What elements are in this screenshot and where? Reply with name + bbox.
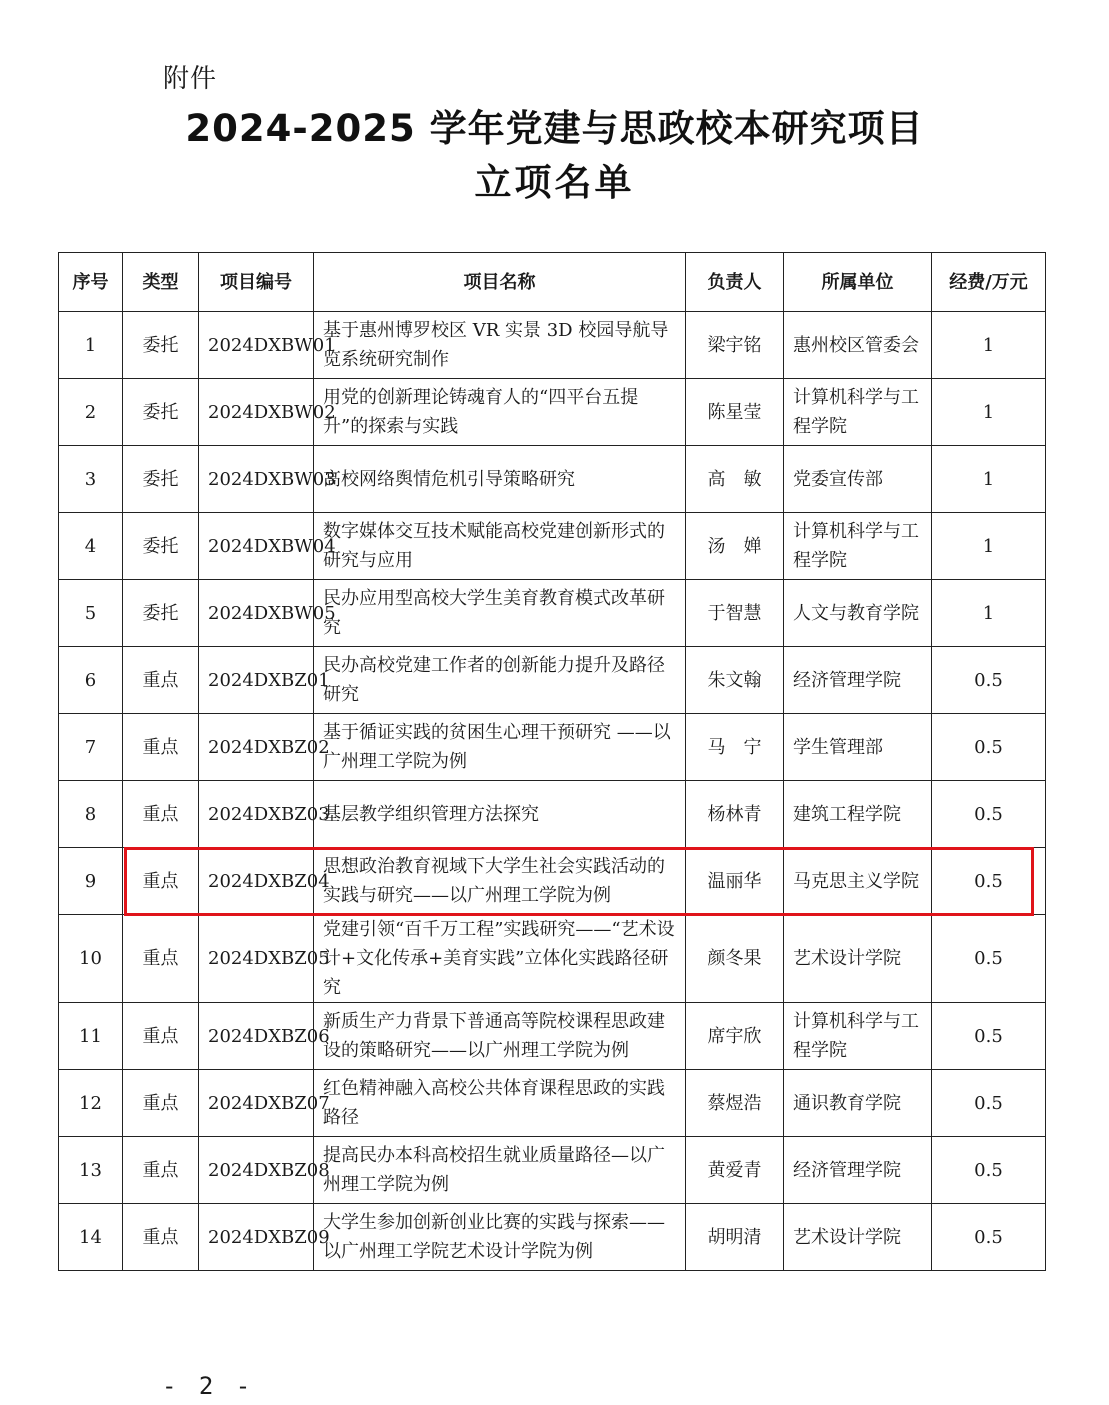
cell-no: 4	[59, 513, 123, 580]
cell-type: 委托	[123, 379, 199, 446]
cell-name: 基于循证实践的贫困生心理干预研究 ——以广州理工学院为例	[314, 714, 686, 781]
cell-no: 9	[59, 848, 123, 915]
cell-no: 14	[59, 1204, 123, 1271]
header-no: 序号	[59, 253, 123, 312]
project-list-table	[58, 252, 1046, 1271]
cell-code: 2024DXBW04	[199, 513, 314, 580]
cell-fund: 1	[932, 379, 1046, 446]
cell-fund: 1	[932, 513, 1046, 580]
cell-leader: 蔡煜浩	[686, 1070, 784, 1137]
cell-code: 2024DXBZ05	[199, 915, 314, 1003]
cell-unit: 建筑工程学院	[784, 781, 932, 848]
cell-code: 2024DXBZ03	[199, 781, 314, 848]
table-row	[59, 1070, 1046, 1137]
cell-leader: 朱文翰	[686, 647, 784, 714]
cell-name: 高校网络舆情危机引导策略研究	[314, 446, 686, 513]
cell-code: 2024DXBZ08	[199, 1137, 314, 1204]
header-type: 类型	[123, 253, 199, 312]
cell-leader: 杨林青	[686, 781, 784, 848]
cell-code: 2024DXBZ07	[199, 1070, 314, 1137]
header-code: 项目编号	[199, 253, 314, 312]
cell-type: 重点	[123, 714, 199, 781]
cell-type: 委托	[123, 446, 199, 513]
cell-fund: 1	[932, 312, 1046, 379]
cell-fund: 0.5	[932, 915, 1046, 1003]
table-header-row	[59, 253, 1046, 312]
cell-type: 重点	[123, 848, 199, 915]
table-row	[59, 379, 1046, 446]
cell-leader: 于智慧	[686, 580, 784, 647]
page-number: - 2 -	[162, 1372, 255, 1400]
cell-no: 2	[59, 379, 123, 446]
table-row	[59, 1137, 1046, 1204]
cell-code: 2024DXBZ01	[199, 647, 314, 714]
cell-unit: 人文与教育学院	[784, 580, 932, 647]
table-row	[59, 714, 1046, 781]
cell-unit: 学生管理部	[784, 714, 932, 781]
cell-name: 党建引领“百千万工程”实践研究——“艺术设计+文化传承+美育实践”立体化实践路径研究	[314, 915, 686, 1003]
cell-leader: 马 宁	[686, 714, 784, 781]
cell-type: 重点	[123, 1137, 199, 1204]
cell-name: 大学生参加创新创业比赛的实践与探索——以广州理工学院艺术设计学院为例	[314, 1204, 686, 1271]
cell-fund: 1	[932, 580, 1046, 647]
cell-leader: 梁宇铭	[686, 312, 784, 379]
cell-fund: 0.5	[932, 781, 1046, 848]
table-row	[59, 513, 1046, 580]
cell-name: 基层教学组织管理方法探究	[314, 781, 686, 848]
cell-leader: 胡明清	[686, 1204, 784, 1271]
cell-name: 提高民办本科高校招生就业质量路径—以广州理工学院为例	[314, 1137, 686, 1204]
cell-fund: 0.5	[932, 1204, 1046, 1271]
cell-no: 5	[59, 580, 123, 647]
cell-type: 重点	[123, 1003, 199, 1070]
cell-name: 民办应用型高校大学生美育教育模式改革研究	[314, 580, 686, 647]
table-row	[59, 647, 1046, 714]
cell-unit: 计算机科学与工程学院	[784, 513, 932, 580]
cell-name: 数字媒体交互技术赋能高校党建创新形式的研究与应用	[314, 513, 686, 580]
table-row	[59, 312, 1046, 379]
cell-code: 2024DXBZ02	[199, 714, 314, 781]
cell-code: 2024DXBW01	[199, 312, 314, 379]
cell-fund: 0.5	[932, 714, 1046, 781]
cell-fund: 0.5	[932, 1070, 1046, 1137]
cell-fund: 0.5	[932, 1137, 1046, 1204]
cell-type: 重点	[123, 781, 199, 848]
header-unit: 所属单位	[784, 253, 932, 312]
cell-name: 用党的创新理论铸魂育人的“四平台五提升”的探索与实践	[314, 379, 686, 446]
cell-name: 红色精神融入高校公共体育课程思政的实践路径	[314, 1070, 686, 1137]
table-row	[59, 1204, 1046, 1271]
cell-unit: 经济管理学院	[784, 1137, 932, 1204]
header-fund: 经费/万元	[932, 253, 1046, 312]
cell-no: 12	[59, 1070, 123, 1137]
cell-no: 11	[59, 1003, 123, 1070]
table-row	[59, 848, 1046, 915]
cell-type: 重点	[123, 1204, 199, 1271]
table-row	[59, 1003, 1046, 1070]
cell-no: 3	[59, 446, 123, 513]
document-title: 2024-2025 学年党建与思政校本研究项目	[185, 107, 924, 150]
cell-type: 重点	[123, 915, 199, 1003]
attachment-label: 附件	[163, 64, 218, 94]
cell-unit: 艺术设计学院	[784, 1204, 932, 1271]
cell-no: 10	[59, 915, 123, 1003]
cell-code: 2024DXBZ09	[199, 1204, 314, 1271]
cell-type: 委托	[123, 580, 199, 647]
header-leader: 负责人	[686, 253, 784, 312]
cell-no: 1	[59, 312, 123, 379]
table-row	[59, 446, 1046, 513]
cell-fund: 0.5	[932, 647, 1046, 714]
cell-unit: 党委宣传部	[784, 446, 932, 513]
cell-name: 基于惠州博罗校区 VR 实景 3D 校园导航导览系统研究制作	[314, 312, 686, 379]
cell-fund: 1	[932, 446, 1046, 513]
cell-no: 6	[59, 647, 123, 714]
table-row	[59, 580, 1046, 647]
cell-unit: 马克思主义学院	[784, 848, 932, 915]
cell-code: 2024DXBW05	[199, 580, 314, 647]
document-subtitle: 立项名单	[474, 161, 635, 204]
table-row	[59, 915, 1046, 1003]
cell-leader: 高 敏	[686, 446, 784, 513]
cell-unit: 计算机科学与工程学院	[784, 1003, 932, 1070]
cell-unit: 艺术设计学院	[784, 915, 932, 1003]
cell-leader: 黄爱青	[686, 1137, 784, 1204]
cell-code: 2024DXBZ06	[199, 1003, 314, 1070]
cell-fund: 0.5	[932, 848, 1046, 915]
cell-no: 13	[59, 1137, 123, 1204]
table-row	[59, 781, 1046, 848]
cell-unit: 经济管理学院	[784, 647, 932, 714]
cell-name: 思想政治教育视域下大学生社会实践活动的实践与研究——以广州理工学院为例	[314, 848, 686, 915]
cell-name: 民办高校党建工作者的创新能力提升及路径研究	[314, 647, 686, 714]
cell-name: 新质生产力背景下普通高等院校课程思政建设的策略研究——以广州理工学院为例	[314, 1003, 686, 1070]
cell-leader: 汤 婵	[686, 513, 784, 580]
cell-leader: 陈星莹	[686, 379, 784, 446]
cell-type: 委托	[123, 513, 199, 580]
cell-type: 重点	[123, 647, 199, 714]
cell-unit: 通识教育学院	[784, 1070, 932, 1137]
cell-no: 7	[59, 714, 123, 781]
cell-code: 2024DXBW03	[199, 446, 314, 513]
cell-leader: 席宇欣	[686, 1003, 784, 1070]
cell-type: 委托	[123, 312, 199, 379]
cell-leader: 颜冬果	[686, 915, 784, 1003]
cell-type: 重点	[123, 1070, 199, 1137]
cell-code: 2024DXBW02	[199, 379, 314, 446]
cell-no: 8	[59, 781, 123, 848]
cell-fund: 0.5	[932, 1003, 1046, 1070]
cell-leader: 温丽华	[686, 848, 784, 915]
header-name: 项目名称	[314, 253, 686, 312]
cell-code: 2024DXBZ04	[199, 848, 314, 915]
cell-unit: 计算机科学与工程学院	[784, 379, 932, 446]
cell-unit: 惠州校区管委会	[784, 312, 932, 379]
